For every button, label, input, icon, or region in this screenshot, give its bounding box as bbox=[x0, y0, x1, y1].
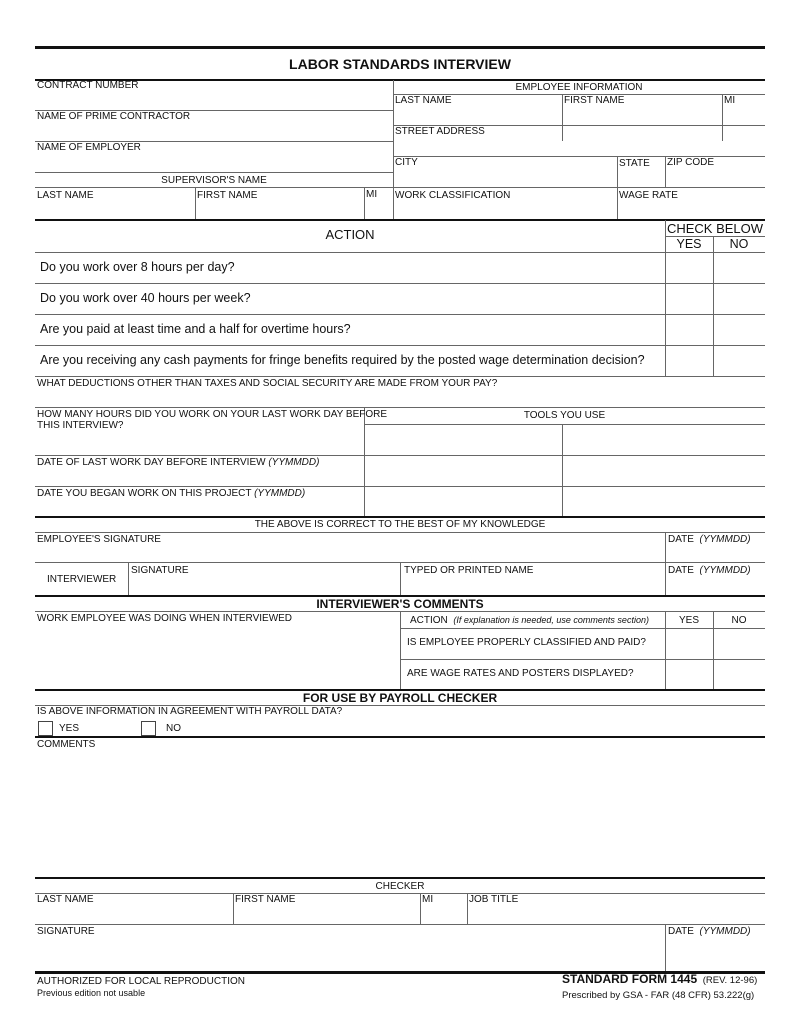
payroll-checker-header: FOR USE BY PAYROLL CHECKER bbox=[302, 691, 498, 705]
rule-line bbox=[35, 314, 765, 315]
rule-line bbox=[420, 893, 421, 924]
rule-line bbox=[35, 172, 393, 173]
checker-job-title-label: JOB TITLE bbox=[469, 894, 519, 905]
work-classification-label: WORK CLASSIFICATION bbox=[395, 190, 511, 201]
q4-yes-box[interactable] bbox=[666, 346, 712, 375]
rule-line bbox=[35, 252, 765, 253]
rule-line bbox=[35, 455, 765, 456]
employee-last-name-label: LAST NAME bbox=[395, 95, 452, 106]
city-label: CITY bbox=[395, 157, 418, 168]
checker-date-label: DATE (YYMMDD) bbox=[668, 926, 751, 937]
rule-line bbox=[400, 659, 765, 660]
divider bbox=[393, 80, 394, 220]
contract-number-field[interactable] bbox=[36, 92, 392, 109]
rule-line bbox=[722, 94, 723, 141]
date-last-workday-label: DATE OF LAST WORK DAY BEFORE INTERVIEW (YYMMDD) bbox=[37, 457, 320, 468]
rule-line bbox=[35, 187, 765, 188]
typed-name-label: TYPED OR PRINTED NAME bbox=[404, 565, 534, 576]
rule-line bbox=[35, 486, 765, 487]
rule-line bbox=[35, 283, 765, 284]
previous-edition: Previous edition not usable bbox=[37, 988, 146, 998]
employee-date-label: DATE (YYMMDD) bbox=[668, 534, 751, 545]
classified-question: IS EMPLOYEE PROPERLY CLASSIFIED AND PAID? bbox=[407, 637, 646, 648]
supervisor-mi-label: MI bbox=[366, 189, 378, 200]
deductions-label: WHAT DEDUCTIONS OTHER THAN TAXES AND SOCIAL SECURITY ARE MADE FROM YOUR PAY? bbox=[37, 378, 498, 389]
work-doing-label: WORK EMPLOYEE WAS DOING WHEN INTERVIEWED bbox=[37, 613, 293, 624]
rule-line bbox=[35, 877, 765, 879]
hours-label-line1: HOW MANY HOURS DID YOU WORK ON YOUR LAST WORK DAY BEFORE bbox=[37, 409, 388, 420]
comments-action-label: ACTION (If explanation is needed, use comments section) bbox=[410, 615, 649, 626]
interviewer-signature-label: SIGNATURE bbox=[131, 565, 189, 576]
comments-yes-header: YES bbox=[678, 615, 699, 626]
rule-line bbox=[364, 187, 365, 220]
posters-question: ARE WAGE RATES AND POSTERS DISPLAYED? bbox=[407, 668, 634, 679]
wage-rate-label: WAGE RATE bbox=[619, 190, 678, 201]
rule-line bbox=[128, 562, 129, 596]
q3-yes-box[interactable] bbox=[666, 315, 712, 344]
employee-mi-label: MI bbox=[724, 95, 736, 106]
rule-line bbox=[400, 562, 401, 596]
street-address-label: STREET ADDRESS bbox=[395, 126, 485, 137]
checker-first-name-label: FIRST NAME bbox=[235, 894, 296, 905]
prescribed-by: Prescribed by GSA - FAR (48 CFR) 53.222(g) bbox=[562, 990, 755, 1001]
knowledge-statement: THE ABOVE IS CORRECT TO THE BEST OF MY KNOWLEDGE bbox=[254, 519, 546, 530]
rule-line bbox=[467, 893, 468, 924]
question-overtime: Are you paid at least time and a half for overtime hours? bbox=[40, 322, 351, 336]
comments-no-header: NO bbox=[731, 615, 747, 626]
checker-signature-label: SIGNATURE bbox=[37, 926, 95, 937]
rule-line bbox=[195, 187, 196, 220]
prime-contractor-field[interactable] bbox=[36, 123, 392, 140]
rule-line bbox=[562, 424, 563, 517]
q4-no-box[interactable] bbox=[714, 346, 764, 375]
payroll-yes-checkbox[interactable] bbox=[38, 721, 53, 736]
question-40-hours: Do you work over 40 hours per week? bbox=[40, 291, 251, 305]
tools-header: TOOLS YOU USE bbox=[523, 410, 606, 421]
hours-label-line2: THIS INTERVIEW? bbox=[37, 420, 124, 431]
question-8-hours: Do you work over 8 hours per day? bbox=[40, 260, 235, 274]
contract-number-label: CONTRACT NUMBER bbox=[37, 80, 139, 91]
date-began-label: DATE YOU BEGAN WORK ON THIS PROJECT (YYMMDD) bbox=[37, 488, 306, 499]
prime-contractor-label: NAME OF PRIME CONTRACTOR bbox=[37, 111, 191, 122]
rule-line bbox=[35, 924, 765, 925]
rule-line bbox=[665, 156, 666, 187]
employee-first-name-label: FIRST NAME bbox=[564, 95, 625, 106]
checker-last-name-label: LAST NAME bbox=[37, 894, 94, 905]
check-below-header: CHECK BELOW bbox=[666, 221, 764, 236]
divider bbox=[35, 79, 765, 81]
payroll-comments-field[interactable] bbox=[36, 752, 764, 872]
payroll-yes-label: YES bbox=[59, 723, 80, 734]
employee-signature-label: EMPLOYEE'S SIGNATURE bbox=[37, 534, 161, 545]
rule-line bbox=[665, 532, 666, 596]
q3-no-box[interactable] bbox=[714, 315, 764, 344]
page-title: LABOR STANDARDS INTERVIEW bbox=[289, 56, 511, 72]
rule-line bbox=[35, 407, 765, 408]
supervisor-first-name-label: FIRST NAME bbox=[197, 190, 258, 201]
interviewer-date-label: DATE (YYMMDD) bbox=[668, 565, 751, 576]
state-label: STATE bbox=[619, 158, 650, 169]
checker-mi-label: MI bbox=[422, 894, 434, 905]
employee-info-header: EMPLOYEE INFORMATION bbox=[515, 82, 643, 93]
q1-yes-box[interactable] bbox=[666, 253, 712, 282]
supervisor-header: SUPERVISOR'S NAME bbox=[161, 175, 267, 186]
no-header: NO bbox=[729, 237, 749, 251]
q1-no-box[interactable] bbox=[714, 253, 764, 282]
interviewer-label: INTERVIEWER bbox=[47, 574, 117, 585]
rule-line bbox=[400, 611, 401, 690]
payroll-agreement-label: IS ABOVE INFORMATION IN AGREEMENT WITH PAYROLL DATA? bbox=[37, 706, 343, 717]
rule-line bbox=[35, 219, 765, 221]
rule-line bbox=[35, 893, 765, 894]
employer-label: NAME OF EMPLOYER bbox=[37, 142, 141, 153]
rule-line bbox=[35, 516, 765, 518]
employer-field[interactable] bbox=[36, 154, 392, 171]
q2-no-box[interactable] bbox=[714, 284, 764, 313]
divider bbox=[35, 46, 765, 49]
q2-yes-box[interactable] bbox=[666, 284, 712, 313]
rule-line bbox=[233, 893, 234, 924]
interviewer-comments-header: INTERVIEWER'S COMMENTS bbox=[316, 597, 484, 611]
rule-line bbox=[562, 94, 563, 141]
payroll-no-label: NO bbox=[166, 723, 181, 734]
rule-line bbox=[35, 736, 765, 738]
rule-line bbox=[364, 424, 765, 425]
supervisor-last-name-label: LAST NAME bbox=[37, 190, 94, 201]
rule-line bbox=[400, 628, 765, 629]
payroll-no-checkbox[interactable] bbox=[141, 721, 156, 736]
authorized-reproduction: AUTHORIZED FOR LOCAL REPRODUCTION bbox=[37, 976, 245, 987]
rule-line bbox=[35, 376, 765, 377]
zip-label: ZIP CODE bbox=[667, 157, 715, 168]
rule-line bbox=[35, 532, 765, 533]
rule-line bbox=[35, 345, 765, 346]
yes-header: YES bbox=[676, 237, 702, 251]
checker-header: CHECKER bbox=[375, 881, 425, 892]
form-number: STANDARD FORM 1445 (REV. 12-96) bbox=[562, 972, 758, 986]
action-header: ACTION bbox=[325, 227, 375, 242]
payroll-comments-label: COMMENTS bbox=[37, 739, 96, 750]
rule-line bbox=[665, 924, 666, 972]
rule-line bbox=[617, 156, 618, 220]
question-fringe-benefits: Are you receiving any cash payments for fringe benefits required by the posted wage determination decision? bbox=[40, 353, 645, 367]
